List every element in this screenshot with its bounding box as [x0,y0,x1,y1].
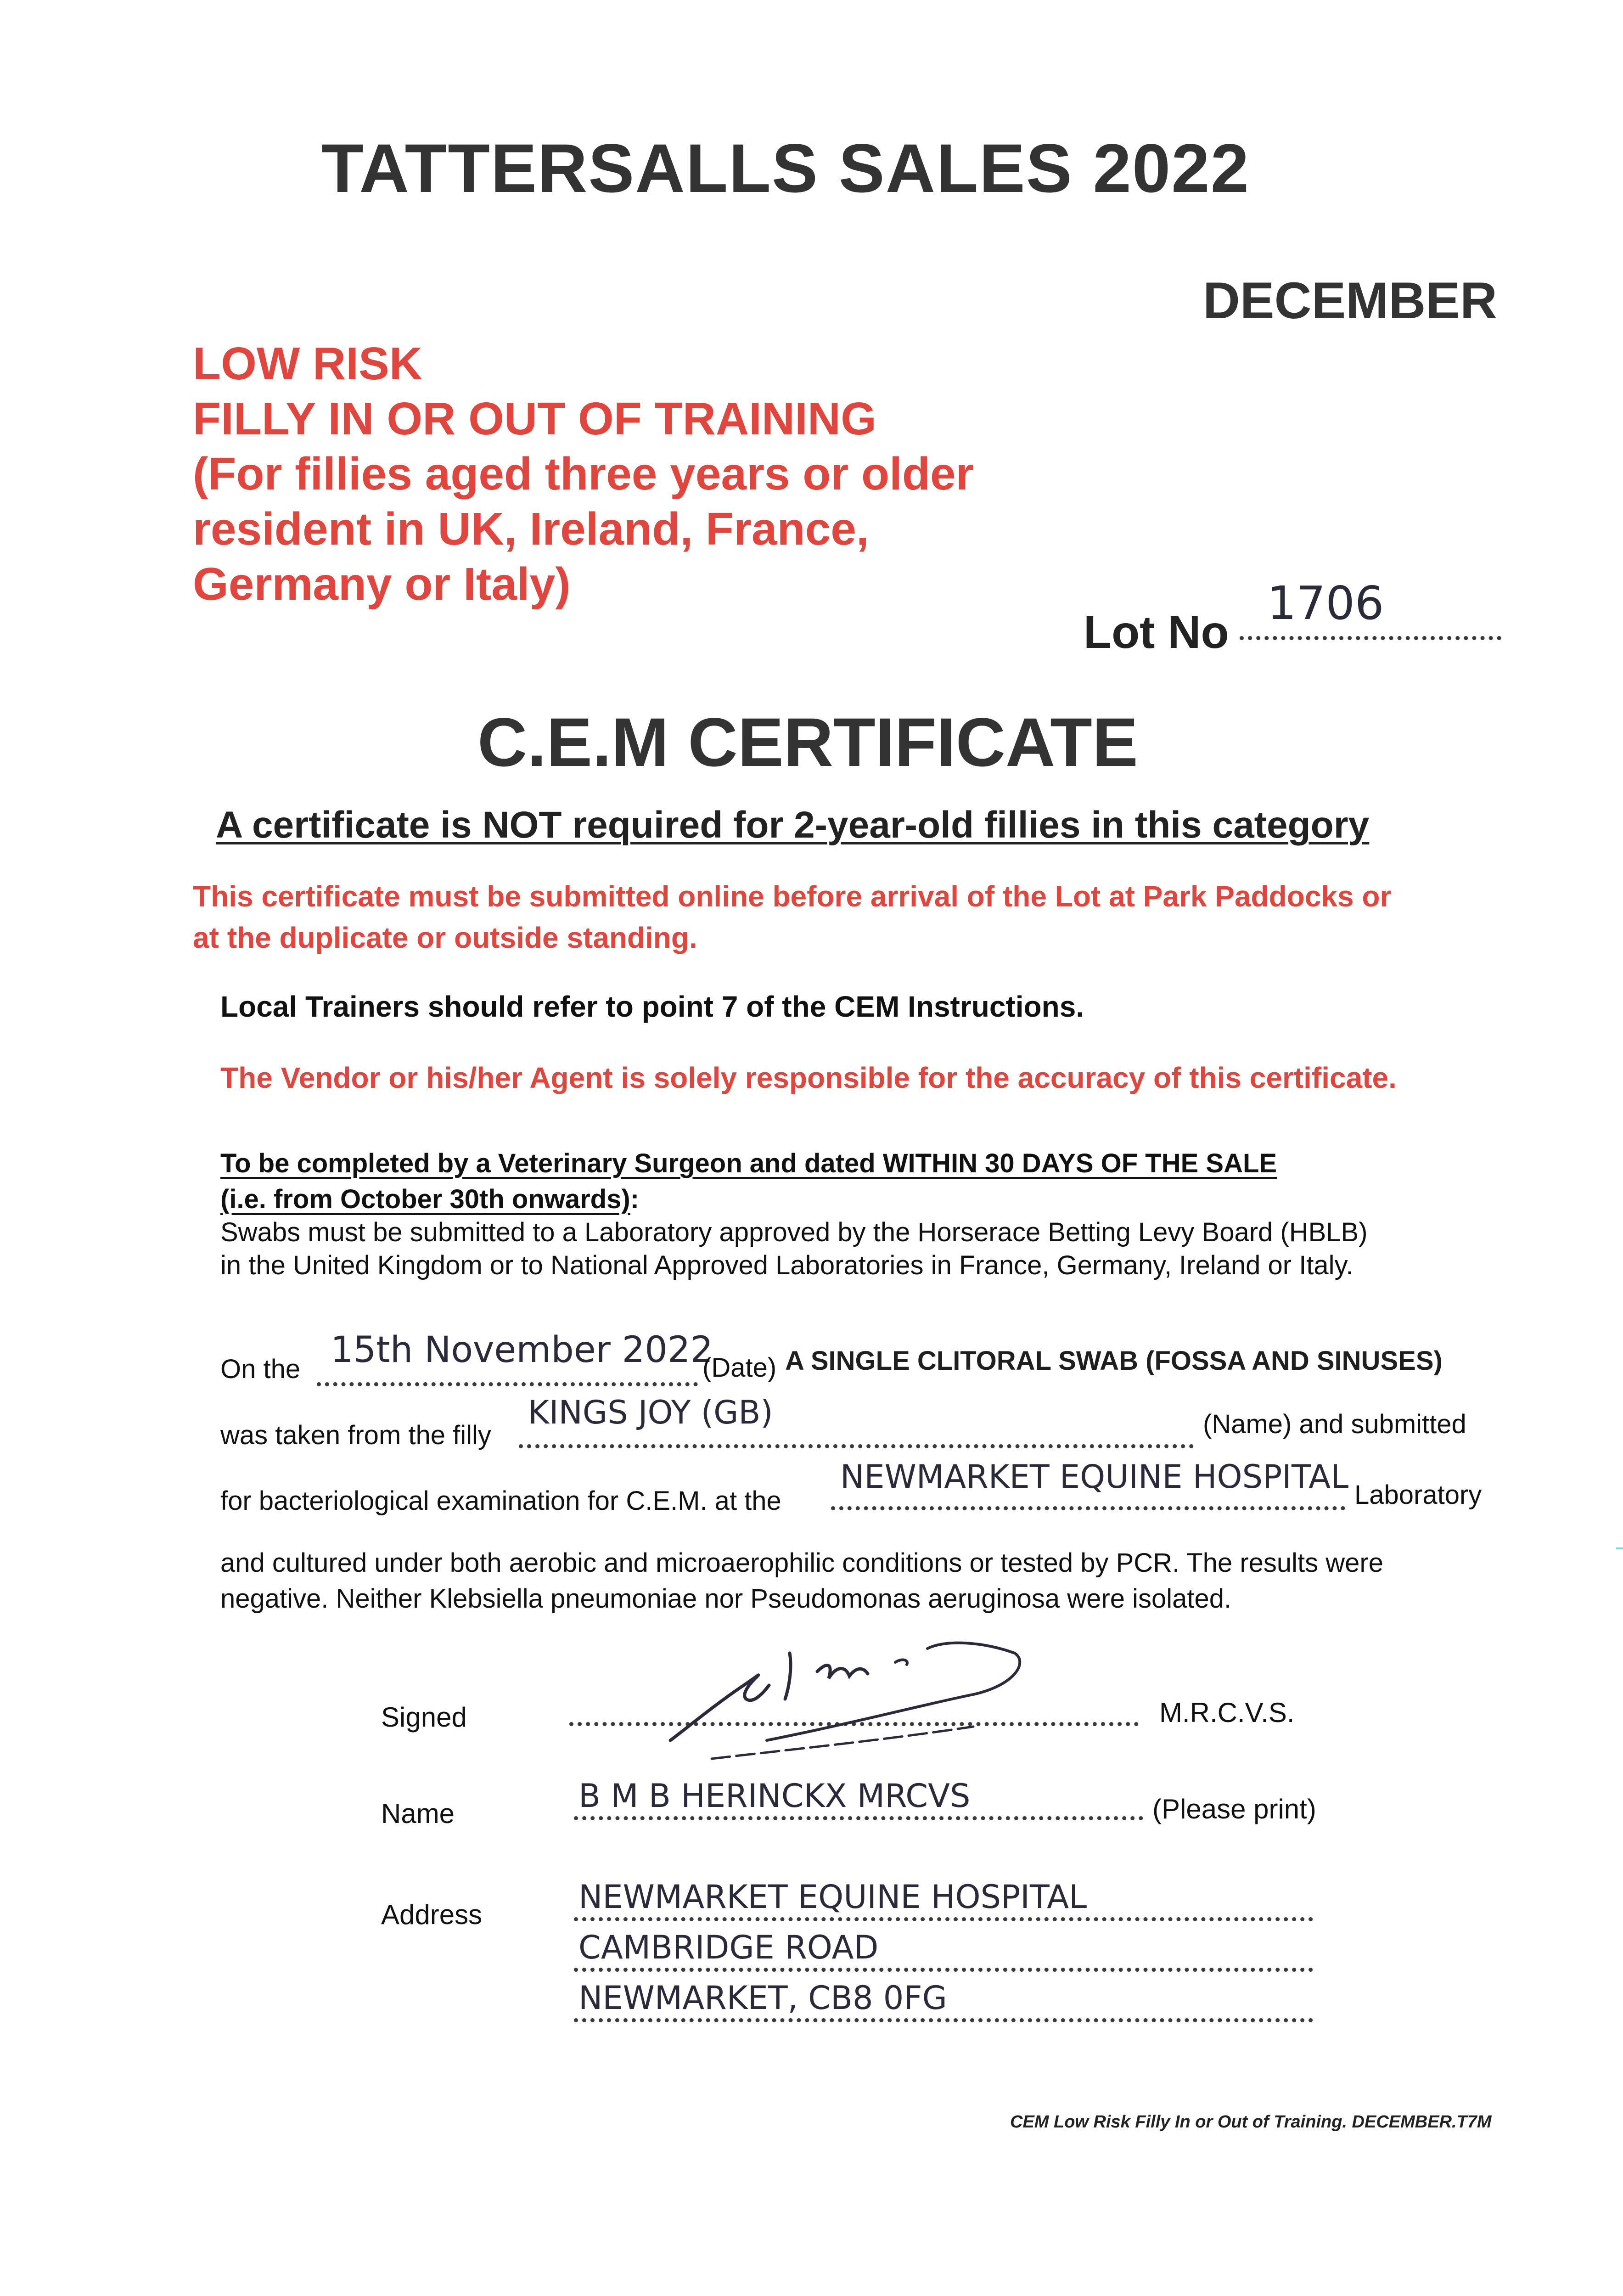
local-trainers-note: Local Trainers should refer to point 7 of the CEM Instructions. [220,990,1084,1023]
swabs-instruction-line-2: in the United Kingdom or to National Approved Laboratories in France, Germany, Ireland or Italy. [220,1250,1353,1280]
filly-prefix: was taken from the filly [220,1420,491,1450]
date-range-text: (i.e. from October 30th onwards) [220,1184,630,1214]
veterinarian-name-value: B M B HERINCKX MRCVS [578,1777,971,1815]
veterinary-completion-heading: To be completed by a Veterinary Surgeon and dated WITHIN 30 DAYS OF THE SALE [220,1148,1277,1178]
swabs-instruction-line-1: Swabs must be submitted to a Laboratory approved by the Horserace Betting Levy Board (HBLB) [220,1217,1368,1247]
lot-number-value: 1706 [1267,576,1384,630]
category-line-1: LOW RISK [193,338,422,389]
document-title: TATTERSALLS SALES 2022 [321,129,1250,207]
veterinary-completion-date-range [220,1184,639,1215]
scan-edge-mark [1616,1548,1623,1549]
submission-instruction-line-2: at the duplicate or outside standing. [193,921,697,954]
results-statement-line-1: and cultured under both aerobic and microaerophilic conditions or tested by PCR. The results were [220,1548,1383,1578]
address-line-3-value: NEWMARKET, CB8 0FG [578,1979,947,2017]
vendor-responsibility-note: The Vendor or his/her Agent is solely responsible for the accuracy of this certificate. [220,1061,1397,1094]
category-line-2: FILLY IN OR OUT OF TRAINING [193,393,876,445]
laboratory-value: NEWMARKET EQUINE HOSPITAL [840,1458,1349,1496]
laboratory-field-line [831,1506,1345,1510]
category-line-5: Germany or Italy) [193,558,571,610]
address-line-1-field [574,1917,1313,1921]
date-field-line [317,1382,698,1386]
filly-suffix: (Name) and submitted [1203,1409,1466,1439]
signed-label: Signed [381,1702,467,1733]
filly-name-field-line [519,1444,1194,1448]
name-field-line [574,1816,1143,1820]
address-line-2-value: CAMBRIDGE ROAD [578,1929,879,1966]
name-label: Name [381,1798,455,1829]
laboratory-suffix: Laboratory [1354,1480,1482,1510]
swab-date-value: 15th November 2022 [331,1329,713,1371]
certificate-exemption-note: A certificate is NOT required for 2-year-old fillies in this category [216,804,1370,846]
lot-number-field-line [1240,636,1501,640]
date-prefix: On the [220,1354,301,1384]
results-statement-line-2: negative. Neither Klebsiella pneumoniae nor Pseudomonas aeruginosa were isolated. [220,1584,1232,1614]
category-line-4: resident in UK, Ireland, France, [193,503,869,555]
lot-number-label: Lot No [1084,607,1229,658]
handwritten-signature [652,1635,1028,1773]
please-print-note: (Please print) [1152,1794,1316,1824]
filly-name-value: KINGS JOY (GB) [528,1394,773,1431]
address-label: Address [381,1899,483,1930]
date-range-colon: : [630,1184,640,1214]
address-line-2-field [574,1968,1313,1972]
address-line-1-value: NEWMARKET EQUINE HOSPITAL [578,1878,1087,1916]
mrcvs-label: M.R.C.V.S. [1159,1697,1295,1728]
laboratory-prefix: for bacteriological examination for C.E.M. at the [220,1486,781,1516]
address-line-3-field [574,2018,1313,2022]
sale-month: DECEMBER [1203,272,1497,329]
certificate-title: C.E.M CERTIFICATE [477,703,1138,781]
swab-type-text: A SINGLE CLITORAL SWAB (FOSSA AND SINUSES) [785,1346,1443,1376]
date-suffix: (Date) [702,1353,777,1383]
category-line-3: (For fillies aged three years or older [193,448,974,500]
submission-instruction-line-1: This certificate must be submitted online before arrival of the Lot at Park Paddocks or [193,880,1392,913]
form-reference-footer: CEM Low Risk Filly In or Out of Training. DECEMBER.T7M [1010,2112,1492,2132]
